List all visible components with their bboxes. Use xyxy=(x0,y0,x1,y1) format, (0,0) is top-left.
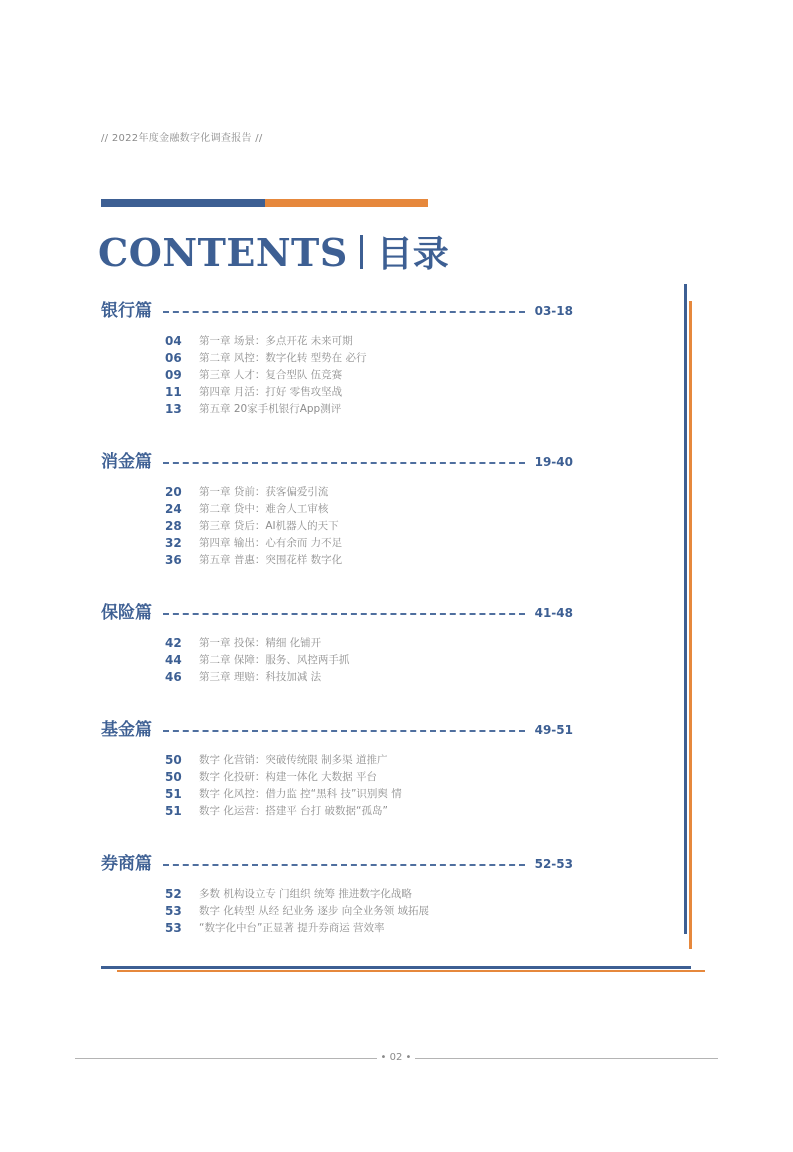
title-en: CONTENTS xyxy=(98,230,348,275)
section-consumer-finance xyxy=(101,451,581,569)
section-title: 券商篇 xyxy=(101,854,152,874)
toc-entry[interactable] xyxy=(101,652,581,669)
entry-page: 28 xyxy=(165,519,182,533)
entry-page: 51 xyxy=(165,787,182,801)
entry-title: 第三章 贷后：AI机器人的天下 xyxy=(199,520,339,532)
entry-title: 第四章 月活：打好 零售攻坚战 xyxy=(199,386,343,398)
toc-entry[interactable] xyxy=(101,669,581,686)
toc-entry[interactable] xyxy=(101,367,581,384)
dotted-leader xyxy=(163,462,525,464)
section-page-range: 19-40 xyxy=(534,455,573,469)
contents-title xyxy=(98,226,449,276)
entry-page: 50 xyxy=(165,753,182,767)
entry-page: 51 xyxy=(165,804,182,818)
entry-title: 第一章 贷前：获客偏爱引流 xyxy=(199,486,329,498)
toc-entry[interactable] xyxy=(101,786,581,803)
title-separator xyxy=(360,235,363,269)
toc-entry[interactable] xyxy=(101,401,581,418)
section-heading[interactable] xyxy=(101,300,581,324)
entry-page: 52 xyxy=(165,887,182,901)
entry-title: 数字 化转型 从经 纪业务 逐步 向全业务领 域拓展 xyxy=(199,905,430,917)
toc-entry[interactable] xyxy=(101,803,581,820)
section-page-range: 49-51 xyxy=(534,723,573,737)
toc-entry[interactable] xyxy=(101,333,581,350)
entry-page: 53 xyxy=(165,904,182,918)
entry-title: 第五章 20家手机银行App测评 xyxy=(199,403,342,415)
entry-page: 44 xyxy=(165,653,182,667)
entry-page: 13 xyxy=(165,402,182,416)
toc-entry[interactable] xyxy=(101,384,581,401)
entry-page: 42 xyxy=(165,636,182,650)
footer-rule-right xyxy=(415,1058,718,1059)
toc-entry[interactable] xyxy=(101,886,581,903)
title-cn: 目录 xyxy=(376,233,449,275)
toc-entry[interactable] xyxy=(101,518,581,535)
section-heading[interactable] xyxy=(101,853,581,877)
entry-page: 53 xyxy=(165,921,182,935)
entry-title: 第二章 贷中：难舍人工审核 xyxy=(199,503,329,515)
vertical-rule-orange xyxy=(689,301,692,949)
section-heading[interactable] xyxy=(101,451,581,475)
toc-entry[interactable] xyxy=(101,752,581,769)
section-title: 基金篇 xyxy=(101,720,152,740)
title-bar-blue xyxy=(101,199,265,207)
vertical-rule-blue xyxy=(684,284,687,934)
entry-page: 46 xyxy=(165,670,182,684)
section-heading[interactable] xyxy=(101,719,581,743)
entry-title: 第三章 人才：复合型队 伍竞赛 xyxy=(199,369,343,381)
toc-entry[interactable] xyxy=(101,920,581,937)
entry-page: 06 xyxy=(165,351,182,365)
entry-title: 数字 化营销：突破传统限 制多渠 道推广 xyxy=(199,754,388,766)
section-bank xyxy=(101,300,581,418)
bottom-rule-blue xyxy=(101,966,691,969)
dotted-leader xyxy=(163,613,525,615)
entry-title: 数字 化运营：搭建平 台打 破数据“孤岛” xyxy=(199,805,388,817)
toc-entry[interactable] xyxy=(101,769,581,786)
section-insurance xyxy=(101,602,581,686)
toc-entry[interactable] xyxy=(101,552,581,569)
section-page-range: 52-53 xyxy=(534,857,573,871)
report-header: // 2022年度金融数字化调查报告 // xyxy=(101,133,263,144)
entry-title: 第三章 理赔：科技加减 法 xyxy=(199,671,322,683)
dotted-leader xyxy=(163,730,525,732)
section-page-range: 03-18 xyxy=(534,304,573,318)
toc-entry[interactable] xyxy=(101,535,581,552)
footer-rule-left xyxy=(75,1058,377,1059)
dotted-leader xyxy=(163,311,525,313)
page-number: • 02 • xyxy=(380,1052,412,1063)
entry-page: 36 xyxy=(165,553,182,567)
section-page-range: 41-48 xyxy=(534,606,573,620)
entry-page: 04 xyxy=(165,334,182,348)
entry-title: “数字化中台”正显著 提升券商运 营效率 xyxy=(199,922,385,934)
entry-page: 20 xyxy=(165,485,182,499)
section-fund xyxy=(101,719,581,820)
bottom-rule-orange xyxy=(117,970,705,972)
toc-entry[interactable] xyxy=(101,903,581,920)
entry-page: 32 xyxy=(165,536,182,550)
entry-page: 11 xyxy=(165,385,182,399)
entry-title: 数字 化风控：借力监 控“黑科 技”识别舆 情 xyxy=(199,788,402,800)
entry-page: 50 xyxy=(165,770,182,784)
entry-title: 数字 化投研：构建一体化 大数据 平台 xyxy=(199,771,378,783)
entry-title: 第五章 普惠：突围花样 数字化 xyxy=(199,554,343,566)
entry-title: 多数 机构设立专 门组织 统筹 推进数字化战略 xyxy=(199,888,412,900)
entry-title: 第一章 投保：精细 化铺开 xyxy=(199,637,322,649)
entry-page: 09 xyxy=(165,368,182,382)
section-securities xyxy=(101,853,581,937)
toc-entry[interactable] xyxy=(101,484,581,501)
entry-title: 第二章 风控：数字化转 型势在 必行 xyxy=(199,352,367,364)
entry-title: 第四章 输出：心有余而 力不足 xyxy=(199,537,343,549)
section-title: 消金篇 xyxy=(101,452,152,472)
dotted-leader xyxy=(163,864,525,866)
toc-entry[interactable] xyxy=(101,635,581,652)
title-bar-orange xyxy=(265,199,428,207)
entry-title: 第一章 场景：多点开花 未来可期 xyxy=(199,335,353,347)
entry-page: 24 xyxy=(165,502,182,516)
toc-entry[interactable] xyxy=(101,350,581,367)
entry-title: 第二章 保障：服务、风控两手抓 xyxy=(199,654,350,666)
section-heading[interactable] xyxy=(101,602,581,626)
section-title: 保险篇 xyxy=(101,603,152,623)
toc-entry[interactable] xyxy=(101,501,581,518)
section-title: 银行篇 xyxy=(101,301,152,321)
